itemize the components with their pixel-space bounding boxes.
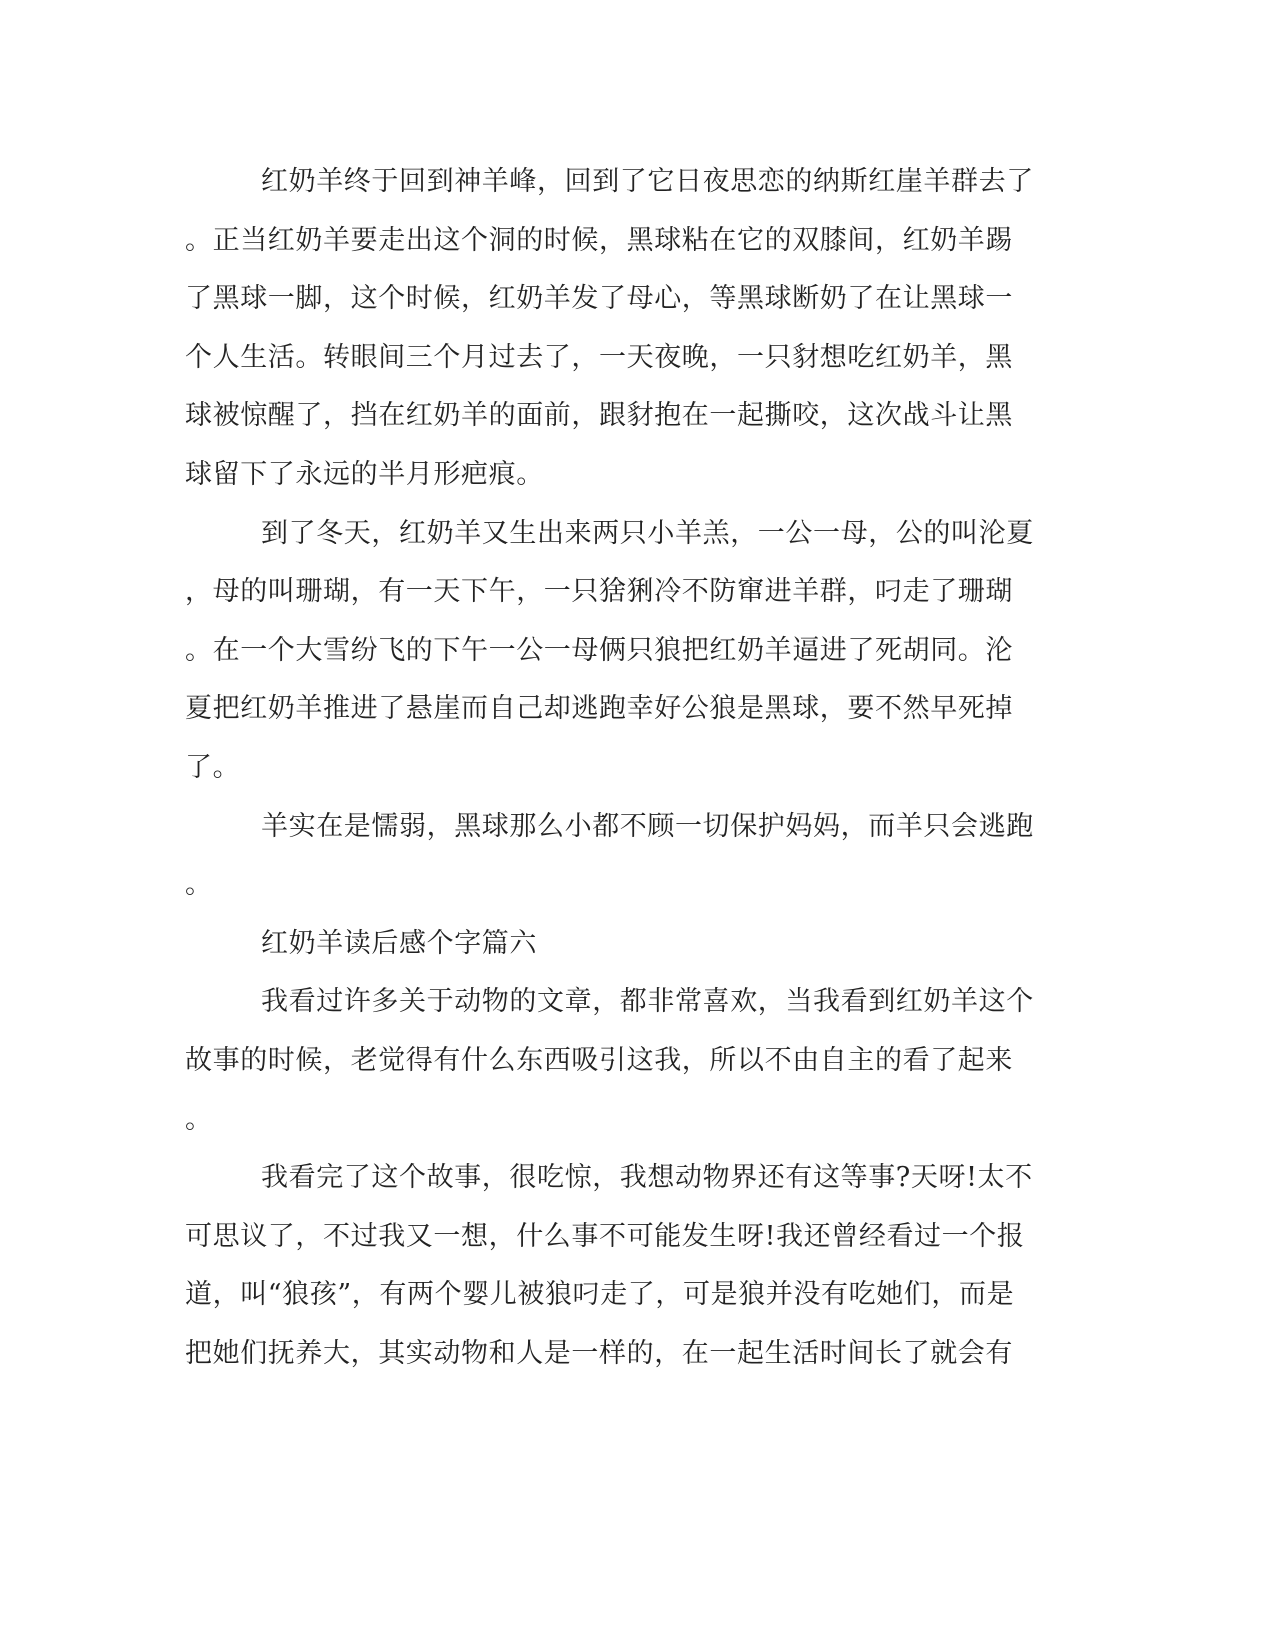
text-line: 我看完了这个故事，很吃惊，我想动物界还有这等事?天呀!太不	[261, 1162, 1033, 1193]
text-line: 到了冬天，红奶羊又生出来两只小羊羔，一公一母，公的叫沦夏	[261, 518, 1034, 549]
text-line: 球留下了永远的半月形疤痕。	[185, 459, 544, 490]
text-line: 夏把红奶羊推进了悬崖而自己却逃跑幸好公狼是黑球，要不然早死掉	[185, 693, 1013, 724]
text-line: 了黑球一脚，这个时候，红奶羊发了母心，等黑球断奶了在让黑球一	[185, 283, 1013, 314]
text-line: 了。	[185, 752, 241, 783]
text-line: 故事的时候，老觉得有什么东西吸引这我，所以不由自主的看了起来	[185, 1045, 1013, 1076]
text-line: 。	[185, 869, 213, 900]
text-line: 。在一个大雪纷飞的下午一公一母俩只狼把红奶羊逼进了死胡同。沦	[185, 635, 1013, 666]
text-line: 道，叫“狼孩”，有两个婴儿被狼叼走了，可是狼并没有吃她们，而是	[185, 1279, 1015, 1310]
text-line: 可思议了，不过我又一想，什么事不可能发生呀!我还曾经看过一个报	[185, 1221, 1025, 1252]
text-line: 。	[185, 1104, 213, 1135]
text-line: 。正当红奶羊要走出这个洞的时候，黑球粘在它的双膝间，红奶羊踢	[185, 225, 1013, 256]
text-line: 把她们抚养大，其实动物和人是一样的，在一起生活时间长了就会有	[185, 1338, 1013, 1369]
text-line: 羊实在是懦弱，黑球那么小都不顾一切保护妈妈，而羊只会逃跑	[261, 811, 1034, 842]
text-line: 我看过许多关于动物的文章，都非常喜欢，当我看到红奶羊这个	[261, 986, 1034, 1017]
section-heading: 红奶羊读后感个字篇六	[261, 928, 537, 959]
text-line: ，母的叫珊瑚，有一天下午，一只猞猁冷不防窜进羊群，叼走了珊瑚	[185, 576, 1013, 607]
text-line: 个人生活。转眼间三个月过去了，一天夜晚，一只豺想吃红奶羊，黑	[185, 342, 1013, 373]
text-line: 球被惊醒了，挡在红奶羊的面前，跟豺抱在一起撕咬，这次战斗让黑	[185, 400, 1013, 431]
text-line: 红奶羊终于回到神羊峰，回到了它日夜思恋的纳斯红崖羊群去了	[261, 166, 1034, 197]
